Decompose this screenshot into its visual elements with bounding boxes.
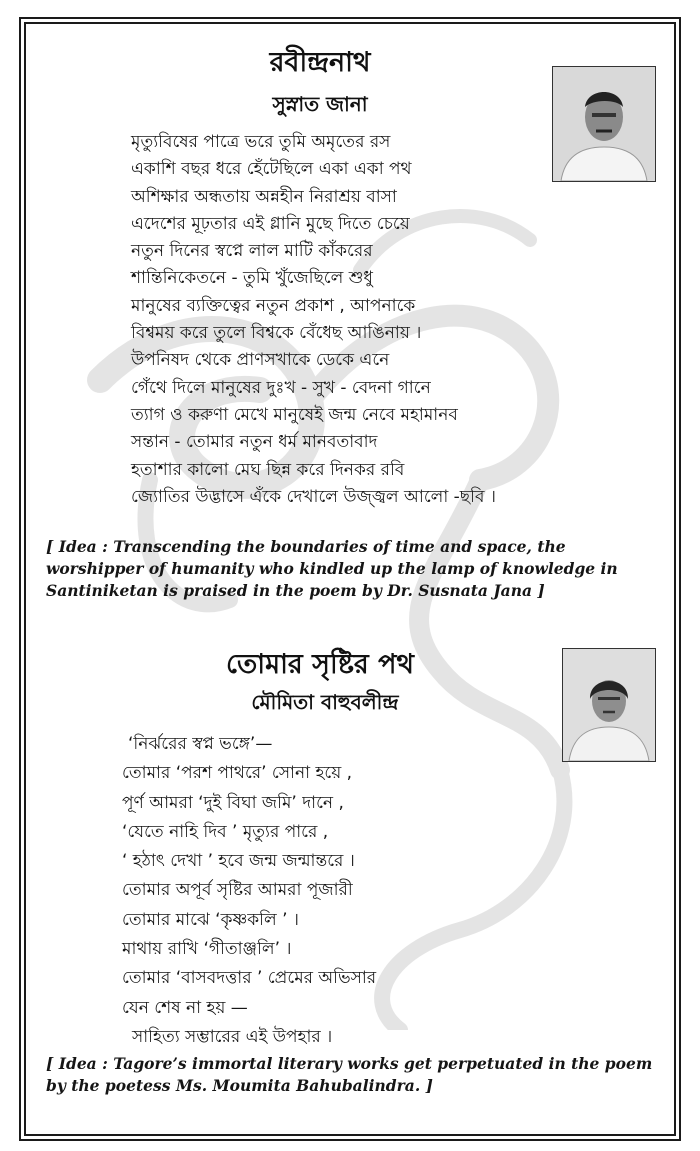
verse-line: ত্যাগ ও করুণা মেখে মানুষেই জন্ম নেবে মহামানব bbox=[131, 404, 458, 425]
author-photo bbox=[562, 648, 656, 762]
verse-line: এদেশের মূঢ়তার এই গ্লানি মুছে দিতে চেয়ে bbox=[131, 213, 410, 234]
portrait-man-icon bbox=[553, 67, 655, 181]
author-photo bbox=[552, 66, 656, 182]
verse-line: একাশি বছর ধরে হেঁটেছিলে একা একা পথ bbox=[131, 159, 412, 180]
idea-note: [ Idea : Transcending the boundaries of time and space, the worshipper of humanity who kindled up the lamp of knowledge in Santiniketan is praised in the poem by Dr. Susnata Jana ] bbox=[46, 537, 618, 600]
poem-verse bbox=[131, 129, 496, 511]
verse-line: তোমার মাঝে ‘কৃষ্ণকলি ’ । bbox=[122, 909, 299, 930]
verse-line: ‘ হঠাৎ দেখা ’ হবে জন্ম জন্মান্তরে । bbox=[122, 851, 355, 872]
verse-line: তোমার ‘পরশ পাথরে’ সোনা হয়ে , bbox=[122, 763, 353, 784]
verse-line: মৃত্যুবিষের পাত্রে ভরে তুমি অমৃতের রস bbox=[131, 132, 391, 152]
verse-line: ‘যেতে নাহি দিব ’ মৃত্যুর পারে , bbox=[122, 821, 329, 842]
verse-line: নতুন দিনের স্বপ্নে লাল মাটি কাঁকরের bbox=[131, 241, 373, 262]
verse-line: যেন শেষ না হয় — bbox=[122, 997, 248, 1018]
portrait-woman-icon bbox=[563, 649, 655, 761]
idea-note: [ Idea : Tagore’s immortal literary works get perpetuated in the poem by the poetess Ms. Moumita Bahubalindra. ] bbox=[46, 1054, 653, 1095]
verse-line: বিশ্বময় করে তুলে বিশ্বকে বেঁধেছ আঙিনায় । bbox=[131, 323, 422, 344]
poem-author: সুস্নাত জানা bbox=[272, 92, 368, 116]
poem-author: মৌমিতা বাহুবলীন্দ্র bbox=[251, 690, 399, 714]
poem-title: রবীন্দ্রনাথ bbox=[269, 47, 371, 78]
verse-line: পূর্ণ আমরা ‘দুই বিঘা জমি’ দানে , bbox=[122, 792, 344, 813]
poem-verse bbox=[122, 730, 376, 1052]
poem-title: তোমার সৃষ্টির পথ bbox=[226, 649, 414, 680]
verse-line: তোমার অপূর্ব সৃষ্টির আমরা পূজারী bbox=[122, 880, 353, 901]
verse-line: সাহিত্য সম্ভারের এই উপহার । bbox=[132, 1026, 333, 1047]
verse-line: মাথায় রাখি ‘গীতাঞ্জলি’ । bbox=[122, 939, 292, 960]
verse-line: শান্তিনিকেতনে - তুমি খুঁজেছিলে শুধু bbox=[131, 268, 373, 289]
verse-line: গেঁথে দিলে মানুষের দুঃখ - সুখ - বেদনা গানে bbox=[131, 377, 431, 398]
verse-line: মানুষের ব্যক্তিত্বের নতুন প্রকাশ , আপনাকে bbox=[131, 295, 416, 316]
verse-line: জ্যোতির উদ্ভাসে এঁকে দেখালে উজ্জ্বল আলো -ছবি । bbox=[131, 486, 496, 507]
verse-line: তোমার ‘বাসবদত্তার ’ প্রেমের অভিসার bbox=[122, 968, 377, 989]
verse-line: হতাশার কালো মেঘ ছিন্ন করে দিনকর রবি bbox=[131, 459, 405, 480]
verse-line: উপনিষদ থেকে প্রাণসখাকে ডেকে এনে bbox=[131, 350, 390, 371]
verse-line: সন্তান - তোমার নতুন ধর্ম মানবতাবাদ bbox=[131, 432, 378, 453]
verse-line: অশিক্ষার অন্ধতায় অন্নহীন নিরাশ্রয় বাসা bbox=[131, 186, 397, 207]
verse-line: ‘নির্ঝরের স্বপ্ন ভঙ্গে’— bbox=[128, 734, 273, 754]
